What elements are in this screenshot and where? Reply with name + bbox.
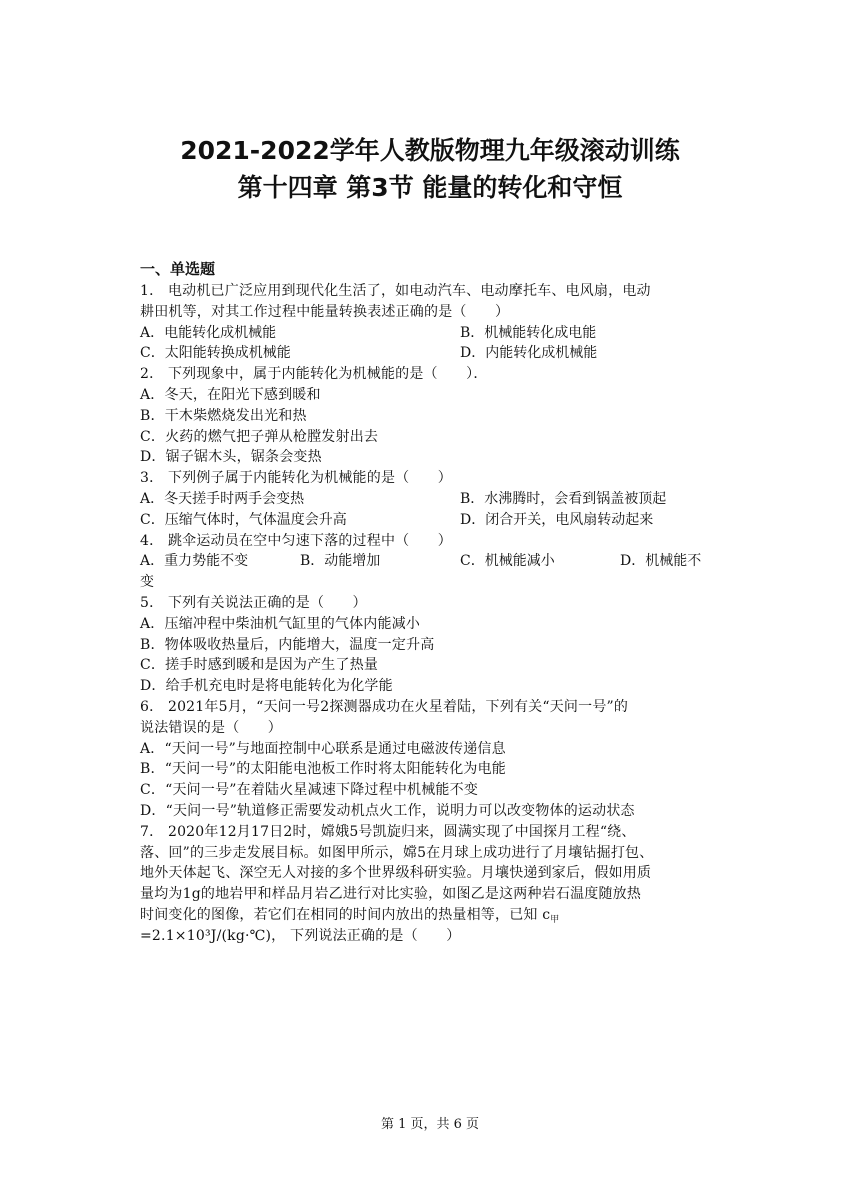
option-a: A．冬天，在阳光下感到暖和 [140, 386, 321, 403]
question-2-stem: 2． 下列现象中，属于内能转化为机械能的是（ ）． [140, 366, 488, 383]
question-7-stem-last [140, 905, 725, 926]
option-d-wrap: 变 [140, 574, 155, 591]
question-3-stem: 3． 下列例子属于内能转化为机械能的是（ ） [140, 470, 452, 487]
specific-heat-subscript: 甲 [550, 914, 560, 925]
option-b: B．“天问一号”的太阳能电池板工作时将太阳能转化为电能 [140, 761, 507, 778]
question-5-stem: 5． 下列有关说法正确的是（ ） [140, 594, 367, 611]
question-4-options [140, 551, 725, 572]
question-6-stem: 6． 2021年5月，“天问一号2探测器成功在火星着陆，下列有关“天问一号”的 [140, 698, 629, 715]
option-a: A．“天问一号”与地面控制中心联系是通过电磁波传递信息 [140, 740, 506, 757]
option-d: D．“天问一号”轨道修正需要发动机点火工作，说明力可以改变物体的运动状态 [140, 802, 635, 819]
option-c: C．太阳能转换成机械能 [140, 345, 291, 362]
option-a: A．压缩冲程中柴油机气缸里的气体内能减小 [140, 615, 421, 632]
question-7-stem: 地外天体起飞、深空无人对接的多个世界级科研实验。月壤快递到家后，假如用质 [140, 865, 652, 882]
option-b: B．机械能转化成电能 [460, 324, 597, 341]
option-d: D．锯子锯木头，锯条会变热 [140, 449, 322, 466]
question-7-stem-text: 时间变化的图像，若它们在相同的时间内放出的热量相等，已知 c [140, 906, 551, 923]
option-d: D．闭合开关，电风扇转动起来 [460, 511, 654, 528]
option-b: B．干木柴燃烧发出光和热 [140, 407, 307, 424]
section-heading: 一、单选题 [140, 260, 216, 278]
option-a: A．冬天搓手时两手会变热 [140, 490, 305, 507]
question-1-stem: 耕田机等，对其工作过程中能量转换表述正确的是（ ） [140, 303, 510, 320]
option-c: C．机械能减小 [460, 553, 555, 570]
option-c: C．压缩气体时，气体温度会升高 [140, 511, 347, 528]
option-d: D．机械能不 [620, 553, 702, 570]
option-c: C．搓手时感到暖和是因为产生了热量 [140, 657, 379, 674]
option-b: B．动能增加 [300, 553, 381, 570]
question-7-stem: 7． 2020年12月17日2时，嫦娥5号凯旋归来，圆满实现了中国探月工程“绕、 [140, 823, 636, 840]
question-7-stem: =2.1×10³J/(kg·℃)， 下列说法正确的是（ ） [140, 927, 461, 944]
question-7-stem: 量均为1g的地岩甲和样品月岩乙进行对比实验，如图乙是这两种岩石温度随放热 [140, 886, 642, 903]
document-title-line2: 第十四章 第3节 能量的转化和守恒 [237, 173, 623, 202]
question-list [140, 281, 725, 947]
page-footer: 第 1 页，共 6 页 [380, 1117, 480, 1132]
question-6-stem: 说法错误的是（ ） [140, 719, 282, 736]
question-3-options [140, 510, 725, 531]
option-a: A．电能转化成机械能 [140, 324, 277, 341]
option-c: C．“天问一号”在着陆火星减速下降过程中机械能不变 [140, 782, 479, 799]
option-c: C．火药的燃气把子弹从枪膛发射出去 [140, 428, 379, 445]
question-1-options [140, 323, 725, 344]
option-b: B．物体吸收热量后，内能增大，温度一定升高 [140, 636, 435, 653]
question-1-options [140, 343, 725, 364]
question-4-stem: 4． 跳伞运动员在空中匀速下落的过程中（ ） [140, 532, 452, 549]
question-3-options [140, 489, 725, 510]
option-b: B．水沸腾时，会看到锅盖被顶起 [460, 490, 667, 507]
question-7-stem: 落、回”的三步走发展目标。如图甲所示，嫦5在月球上成功进行了月壤钻掘打包、 [140, 844, 654, 861]
option-a: A．重力势能不变 [140, 553, 249, 570]
question-1-stem: 1． 电动机已广泛应用到现代化生活了，如电动汽车、电动摩托车、电风扇，电动 [140, 283, 651, 299]
document-title-line1: 2021-2022学年人教版物理九年级滚动训练 [180, 136, 680, 165]
option-d: D．给手机充电时是将电能转化为化学能 [140, 678, 393, 695]
option-d: D．内能转化成机械能 [460, 345, 598, 362]
